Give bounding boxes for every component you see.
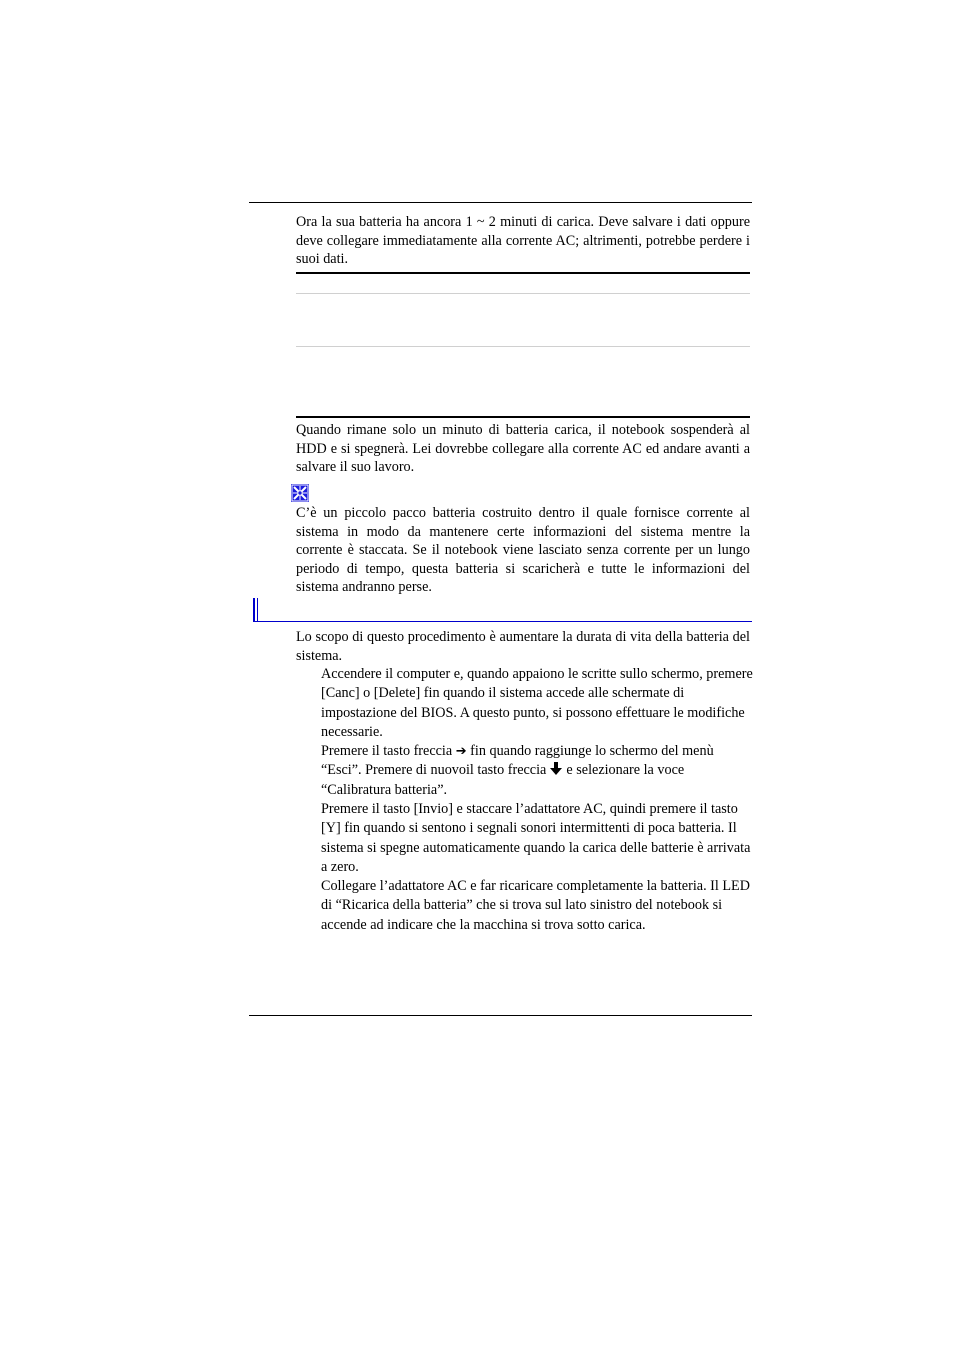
arrow-right-icon: ➔ <box>455 744 467 759</box>
header-rule <box>249 202 752 203</box>
step-1-text: Accendere il computer e, quando appaiono le scritte sullo schermo, premere [Canc] o [Delete] fin quando il sistema accede alle schermate di impostazione del BIOS. A questo punto, si possono effettuare le modifiche necessarie. <box>321 666 753 740</box>
section-marker-inner <box>257 598 258 621</box>
step-3 <box>321 800 757 877</box>
footer-rule <box>249 1015 752 1016</box>
warning-text: Ora la sua batteria ha ancora 1 ~ 2 minuti di carica. Deve salvare i dati oppure deve collegare immediatamente alla corrente AC; altrimenti, potrebbe perdere i suoi dati. <box>296 214 750 267</box>
step-2-text-c: e selezionare la voce “Calibratura batteria”. <box>321 762 685 798</box>
step-4 <box>321 877 757 935</box>
step-3-text: Premere il tasto [Invio] e staccare l’adattatore AC, quindi premere il tasto [Y] fin quando si sentono i segnali sonori intermittenti di poca batteria. Il sistema si spegne automaticamente quando la carica delle batterie è arrivata a zero. <box>321 801 751 875</box>
warning-paragraph <box>296 213 750 269</box>
intro-paragraph <box>296 628 750 666</box>
step-2-text-b: fin quando raggiunge lo schermo del menù “Esci”. Premere di nuovoil tasto freccia <box>321 743 714 779</box>
step-1 <box>321 665 757 742</box>
suspend-paragraph <box>296 421 750 477</box>
intro-text: Lo scopo di questo procedimento è aumentare la durata di vita della batteria del sistema. <box>296 629 750 664</box>
step-2 <box>321 742 757 800</box>
step-4-text: Collegare l’adattatore AC e far ricaricare completamente la batteria. Il LED di “Ricarica della batteria” che si trova sul lato sinistro del notebook si accende ad indicare che la macchina si trova sotto carica. <box>321 878 750 933</box>
arrow-down-icon <box>550 763 567 778</box>
suspend-text: Quando rimane solo un minuto di batteria carica, il notebook sospenderà al HDD e si spegnerà. Lei dovrebbe collegare alla corrente AC ed andare avanti a salvare il suo lavoro. <box>296 422 750 475</box>
table-rule-1 <box>296 293 750 294</box>
warning-bottom-rule <box>296 272 750 274</box>
note-paragraph <box>296 504 750 597</box>
suspend-top-rule <box>296 416 750 418</box>
section-rule <box>253 621 752 622</box>
table-rule-2 <box>296 346 750 347</box>
section-marker <box>253 598 255 621</box>
note-text: C’è un piccolo pacco batteria costruito dentro il quale fornisce corrente al sistema in modo da mantenere certe informazioni del sistema mentre la corrente è staccata. Se il notebook viene lasciato senza corrente per un lungo periodo di tempo, questa batteria si scaricherà e tutte le informazioni del sistema andranno perse. <box>296 505 750 595</box>
step-2-text-a: Premere il tasto freccia <box>321 743 453 759</box>
note-icon <box>291 484 309 502</box>
